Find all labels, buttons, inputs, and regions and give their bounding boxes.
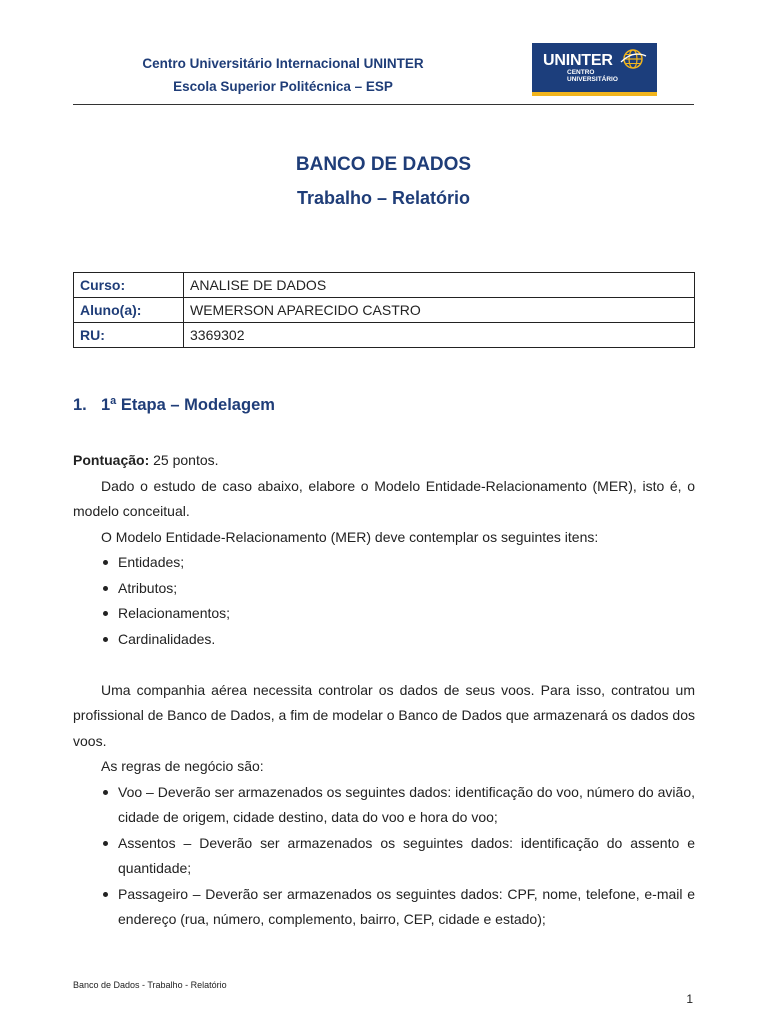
list-item: Assentos – Deverão ser armazenados os seguintes dados: identificação do assento e quantidade;	[73, 831, 695, 882]
list-item: Cardinalidades.	[73, 627, 695, 653]
page-footer: Banco de Dados - Trabalho - Relatório	[73, 980, 227, 990]
document-title: BANCO DE DADOS	[295, 154, 472, 175]
list-item: Entidades;	[73, 550, 695, 576]
table-row	[74, 273, 695, 298]
items-intro: O Modelo Entidade-Relacionamento (MER) deve contemplar os seguintes itens:	[101, 528, 599, 545]
table-row	[74, 323, 695, 348]
list-item: Passageiro – Deverão ser armazenados os seguintes dados: CPF, nome, telefone, e-mail e endereço (rua, número, complemento, bairro, CEP, cidade e estado);	[73, 882, 695, 933]
rules-intro: As regras de negócio são:	[101, 758, 264, 774]
ru-label: RU:	[74, 323, 184, 348]
score-label: Pontuação:	[73, 452, 150, 468]
logo-wordmark: UNINTER	[543, 52, 613, 69]
list-item: Atributos;	[73, 576, 695, 602]
section-heading	[73, 396, 275, 415]
case-paragraph: Uma companhia aérea necessita controlar os dados de seus voos. Para isso, contratou um profissional de Banco de Dados, a fim de modelar o Banco de Dados que armazenará os dados dos voos.	[73, 681, 695, 749]
list-item: Relacionamentos;	[73, 601, 695, 627]
list-item: Voo – Deverão ser armazenados os seguintes dados: identificação do voo, número do avião, cidade de origem, cidade destino, data do voo e hora do voo;	[73, 780, 695, 831]
course-label: Curso:	[74, 273, 184, 298]
score-value: 25 pontos.	[149, 452, 219, 468]
globe-icon	[620, 48, 647, 70]
document-subtitle: Trabalho – Relatório	[296, 188, 471, 208]
items-list	[73, 550, 695, 652]
intro-paragraph: Dado o estudo de caso abaixo, elabore o Modelo Entidade-Relacionamento (MER), isto é, o modelo conceitual.	[73, 477, 695, 519]
ru-value: 3369302	[184, 323, 695, 348]
institution-block	[73, 52, 493, 98]
student-value: WEMERSON APARECIDO CASTRO	[184, 298, 695, 323]
section-number: 1.	[73, 396, 87, 414]
student-label: Aluno(a):	[74, 298, 184, 323]
course-value: ANALISE DE DADOS	[184, 273, 695, 298]
institution-name: Centro Universitário Internacional UNINTER	[142, 56, 424, 71]
logo-subtitle: CENTRO UNIVERSITÁRIO	[567, 69, 618, 83]
section-title: 1ª Etapa – Modelagem	[101, 396, 275, 414]
score-line	[73, 448, 695, 474]
page-header	[73, 50, 694, 105]
school-name: Escola Superior Politécnica – ESP	[173, 79, 393, 94]
table-row	[74, 298, 695, 323]
rules-list	[73, 780, 695, 933]
document-body	[73, 448, 695, 933]
uninter-logo	[532, 43, 657, 96]
page-number: 1	[686, 992, 693, 1006]
student-info-table	[73, 272, 695, 348]
